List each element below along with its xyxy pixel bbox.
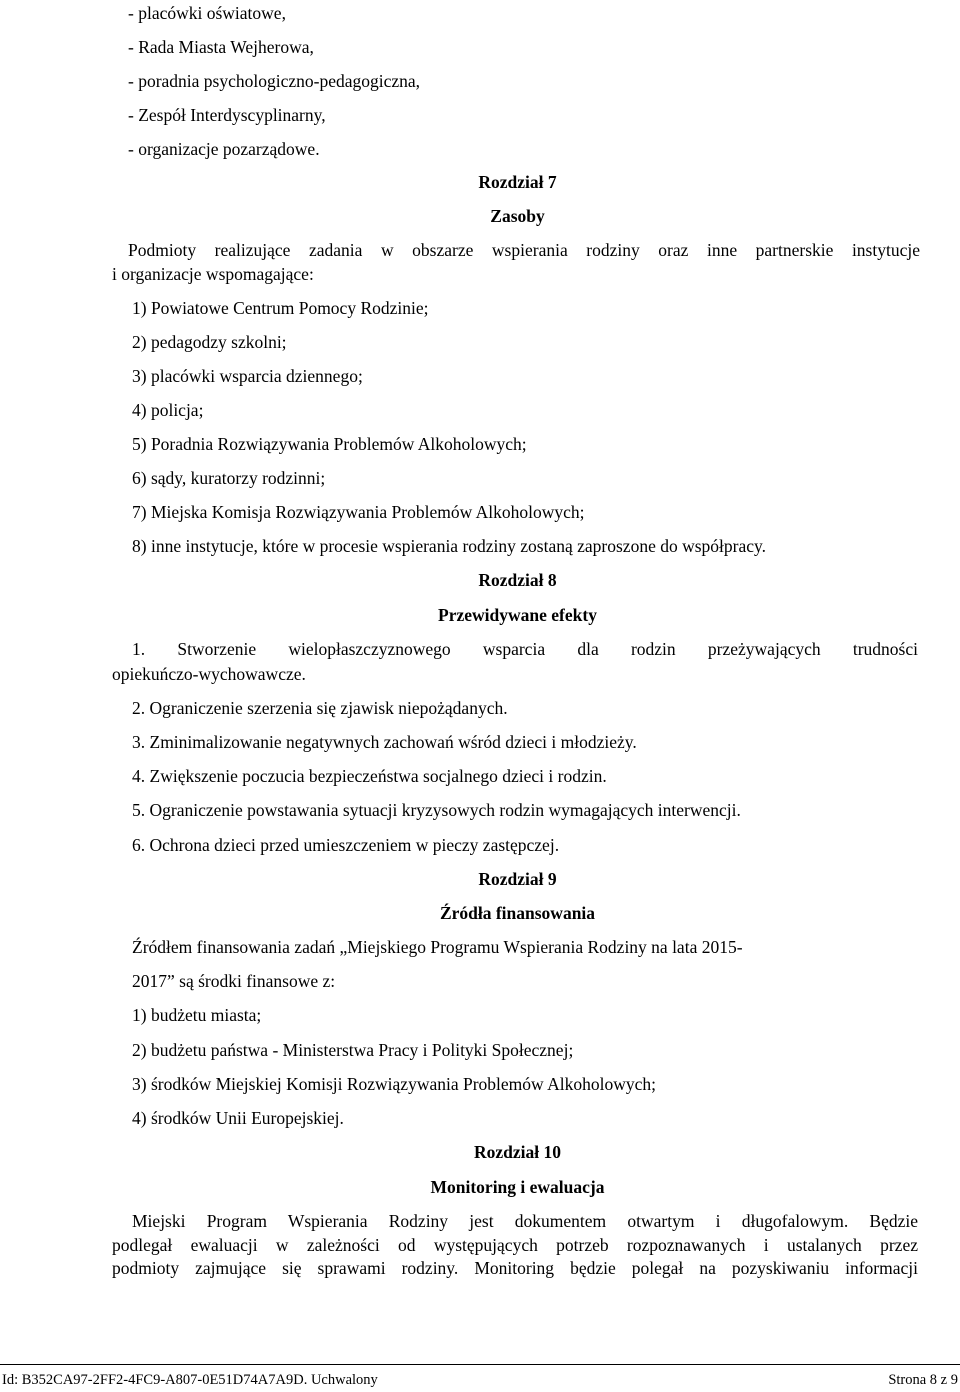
list-item: 5. Ograniczenie powstawania sytuacji kryzysowych rodzin wymagających interwencji. [132, 800, 741, 820]
chapter-8-title: Rozdział 8 [478, 570, 557, 590]
chapter-9-intro: Źródłem finansowania zadań „Miejskiego Programu Wspierania Rodziny na lata 2015- [132, 937, 743, 957]
chapter-9-title: Rozdział 9 [478, 869, 557, 889]
chapter-7-intro-cont: i organizacje wspomagające: [112, 264, 314, 284]
paragraph-line: podmioty zajmujące się sprawami rodziny. Monitoring będzie polegał na pozyskiwaniu informacji [112, 1258, 918, 1278]
list-item: - Rada Miasta Wejherowa, [128, 37, 314, 57]
list-item: - organizacje pozarządowe. [128, 139, 320, 159]
list-item: 1) budżetu miasta; [132, 1005, 262, 1025]
chapter-7-intro: Podmioty realizujące zadania w obszarze wspierania rodziny oraz inne partnerskie instytucje [128, 240, 920, 260]
list-item: 4) policja; [132, 400, 204, 420]
chapter-10-title: Rozdział 10 [473, 1142, 561, 1162]
list-item-cont: opiekuńczo-wychowawcze. [112, 664, 306, 684]
chapter-9-intro-cont: 2017” są środki finansowe z: [132, 971, 336, 991]
list-item: 1. Stworzenie wielopłaszczyznowego wsparcia dla rodzin przeżywających trudności [132, 639, 918, 659]
list-item: 2. Ograniczenie szerzenia się zjawisk niepożądanych. [132, 698, 508, 718]
list-item: 2) budżetu państwa - Ministerstwa Pracy i Polityki Społecznej; [132, 1040, 574, 1060]
list-item: 7) Miejska Komisja Rozwiązywania Problemów Alkoholowych; [132, 502, 585, 522]
paragraph-line: podlegał ewaluacji w zależności od występujących potrzeb rozpoznawanych i ustalanych przez [112, 1235, 918, 1255]
list-item: 3) placówki wsparcia dziennego; [132, 366, 363, 386]
list-item: 4. Zwiększenie poczucia bezpieczeństwa socjalnego dzieci i rodzin. [132, 766, 607, 786]
list-item: 6) sądy, kuratorzy rodzinni; [132, 468, 326, 488]
list-item: 8) inne instytucje, które w procesie wspierania rodziny zostaną zaproszone do współpracy. [132, 536, 766, 556]
page-footer [0, 1364, 960, 1392]
list-item: 5) Poradnia Rozwiązywania Problemów Alkoholowych; [132, 434, 527, 454]
chapter-8-subtitle: Przewidywane efekty [438, 605, 597, 625]
paragraph-line: Miejski Program Wspierania Rodziny jest dokumentem otwartym i długofalowym. Będzie [132, 1211, 918, 1231]
list-item: - poradnia psychologiczno-pedagogiczna, [128, 71, 421, 91]
list-item: 6. Ochrona dzieci przed umieszczeniem w pieczy zastępczej. [132, 835, 560, 855]
page-number: Strona 8 z 9 [888, 1372, 958, 1388]
list-item: 4) środków Unii Europejskiej. [132, 1108, 344, 1128]
list-item: - placówki oświatowe, [128, 3, 286, 23]
list-item: 1) Powiatowe Centrum Pomocy Rodzinie; [132, 298, 429, 318]
document-id: Id: B352CA97-2FF2-4FC9-A807-0E51D74A7A9D. Uchwalony [2, 1372, 378, 1388]
list-item: 3. Zminimalizowanie negatywnych zachowań wśród dzieci i młodzieży. [132, 732, 637, 752]
chapter-7-subtitle: Zasoby [490, 206, 545, 226]
chapter-9-subtitle: Źródła finansowania [439, 903, 596, 923]
list-item: 2) pedagodzy szkolni; [132, 332, 287, 352]
chapter-7-title: Rozdział 7 [478, 172, 557, 192]
chapter-10-subtitle: Monitoring i ewaluacja [430, 1177, 605, 1197]
list-item: - Zespół Interdyscyplinarny, [128, 105, 326, 125]
list-item: 3) środków Miejskiej Komisji Rozwiązywania Problemów Alkoholowych; [132, 1074, 656, 1094]
